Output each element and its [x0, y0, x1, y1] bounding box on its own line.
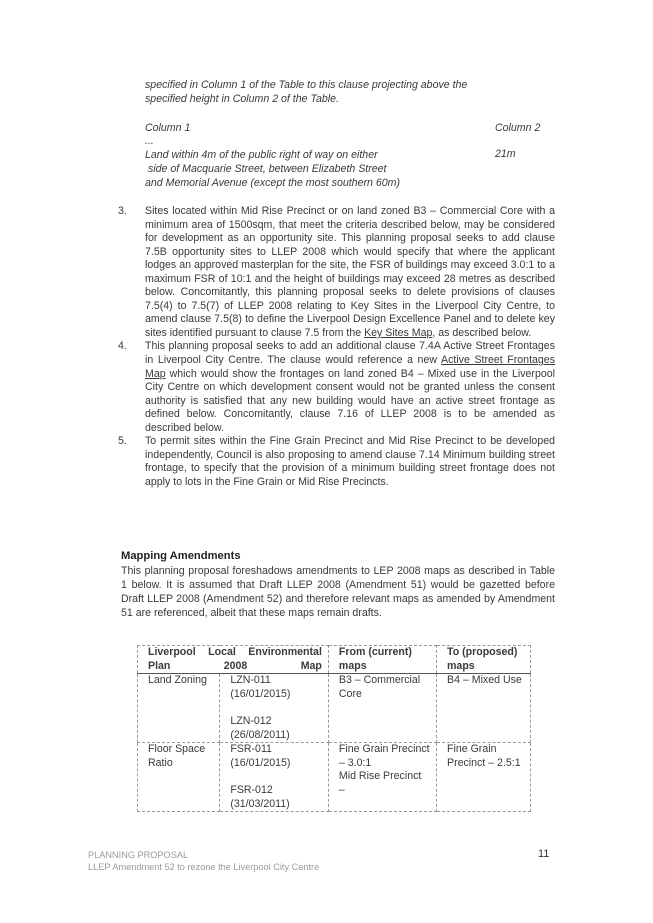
plan-map-id: FSR-011 — [230, 743, 272, 755]
table-header-row — [138, 646, 531, 674]
plan-map-id: FSR-012 — [230, 784, 273, 796]
list-item — [118, 340, 555, 435]
cell-from: B3 – Commercial Core — [328, 674, 436, 743]
plan-map-id: LZN-011 — [230, 674, 271, 686]
list-item-number: 3. — [118, 205, 127, 217]
list-item-text-after: , as described below. — [432, 326, 532, 339]
plan-map-date: (26/08/2011) — [230, 728, 290, 741]
clause-table-row-value: 21m — [495, 148, 516, 160]
cell-plan-maps — [220, 674, 329, 743]
clause-table-ellipsis: ... — [145, 135, 154, 147]
header-from: From (current) maps — [328, 646, 436, 674]
cell-to: B4 – Mixed Use — [437, 674, 531, 743]
row-text-line-2: side of Macquarie Street, between Elizabeth Street — [148, 163, 387, 175]
page-number: 11 — [538, 848, 550, 860]
header-to: To (proposed) maps — [437, 646, 531, 674]
plan-map-date: (16/01/2015) — [230, 756, 291, 769]
row-text-line-3: and Memorial Avenue (except the most southern 60m) — [145, 177, 400, 189]
from-value-2: Mid Rise Precinct – — [338, 770, 422, 796]
plan-map-date: (16/01/2015) — [230, 687, 291, 700]
page-footer — [88, 850, 319, 873]
table-row — [138, 743, 531, 812]
table-row — [138, 674, 531, 743]
cell-map-name: Floor Space Ratio — [138, 743, 220, 812]
from-value: Fine Grain Precinct – 3.0:1 — [338, 743, 430, 769]
list-item-number: 5. — [118, 435, 127, 448]
cell-map-name: Land Zoning — [138, 674, 220, 743]
mapping-table — [137, 645, 531, 812]
intro-line-1: specified in Column 1 of the Table to this clause projecting above the — [145, 79, 468, 91]
numbered-list — [118, 205, 555, 489]
column-1-heading: Column 1 — [145, 122, 191, 134]
plan-map-date: (31/03/2011) — [230, 797, 290, 810]
list-item-number: 4. — [118, 340, 127, 353]
clause-table-row-text — [145, 148, 415, 190]
section-heading: Mapping Amendments — [121, 550, 241, 562]
key-sites-map-link[interactable]: Key Sites Map — [364, 326, 433, 339]
list-item-text: Sites located within Mid Rise Precinct or on land zoned B3 – Commercial Core with a minimum area of 1500sqm, that meet the criteria described below, may be considered for development as an opportunity site. This planning proposal seeks to add clause 7.5B opportunity sites to LLEP 2008 which would specify that where the applicant lodges an approved masterplan for the site, the FSR of buildings may exceed 3.0:1 to a maximum FSR of 10:1 and the height of buildings may exceed 28 metres as described below. Concomitantly, this planning proposal seeks to delete provisions of clauses 7.5(4) to 7.5(7) of LLEP 2008 relating to Key Sites in the Liverpool City Centre, to amend clause 7.5(8) to define the Liverpool Design Excellence Panel and to delete key sites identified pursuant to clause 7.5 from the — [145, 205, 555, 339]
list-item — [118, 435, 555, 489]
column-2-heading: Column 2 — [495, 122, 541, 134]
section-paragraph: This planning proposal foreshadows amendments to LEP 2008 maps as described in Table 1 below. It is assumed that Draft LLEP 2008 (Amendment 51) would be gazetted before Draft LLEP 2008 (Amendment 52) and therefore relevant maps as amended by Amendment 51 are referenced, albeit that these maps remain drafts. — [121, 565, 555, 619]
row-text-line-1: Land within 4m of the public right of way on either — [145, 149, 378, 161]
list-item-text: To permit sites within the Fine Grain Precinct and Mid Rise Precinct to be developed independently, Council is also proposing to amend clause 7.14 Minimum building street frontage, to specify that the provision of a minimum building street frontage does not apply to lots in the Fine Grain or Mid Rise Precincts. — [145, 435, 555, 488]
list-item — [118, 205, 555, 340]
header-map-plan: Liverpool Local Environmental Plan 2008 Map — [138, 646, 329, 674]
cell-to: Fine Grain Precinct – 2.5:1 — [437, 743, 531, 812]
intro-line-2: specified height in Column 2 of the Table. — [145, 93, 339, 105]
intro-text — [145, 78, 555, 106]
cell-from — [328, 743, 436, 812]
cell-plan-maps — [220, 743, 329, 812]
list-item-text: This planning proposal seeks to add an additional clause 7.4A Active Street Frontages in Liverpool City Centre. The clause would reference a new — [145, 340, 555, 367]
list-item-text-after: which would show the frontages on land zoned B4 – Mixed use in the Liverpool City Centre on which development consent would not be granted unless the consent authority is satisfied that any new building would have an active street frontage as defined below. Concomitantly, clause 7.16 of LLEP 2008 is to be amended as described below. — [145, 367, 555, 434]
active-street-frontages-map-link[interactable]: Active Street Frontages Map — [145, 354, 555, 380]
clause-table-headers — [145, 121, 555, 135]
plan-map-id: LZN-012 — [230, 715, 272, 727]
footer-subtitle: LLEP Amendment 52 to rezone the Liverpool City Centre — [88, 861, 320, 872]
footer-title: PLANNING PROPOSAL — [88, 850, 189, 860]
